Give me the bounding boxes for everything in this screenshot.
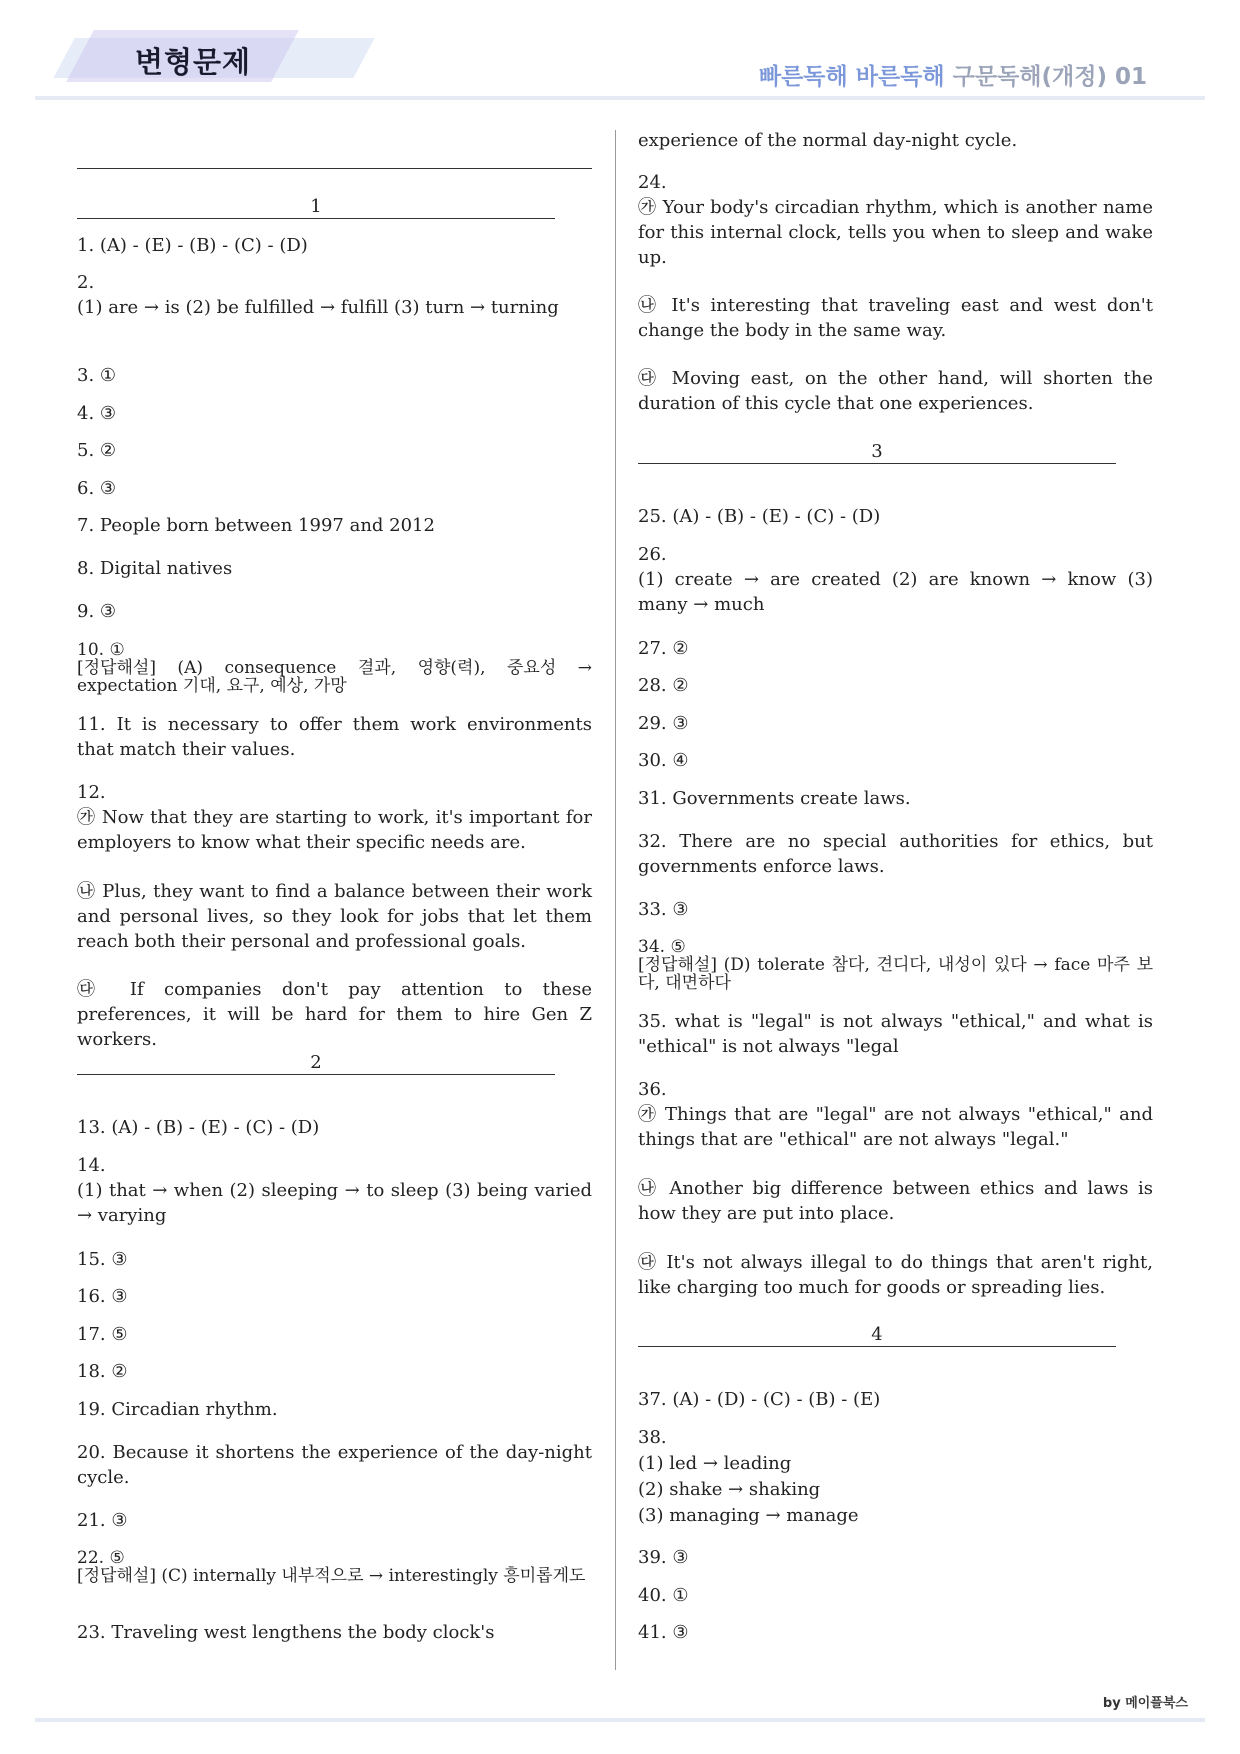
answer-2: (1) are → is (2) be fulfilled → fulfill (3) turn → turning	[77, 297, 559, 318]
answer-13: 13. (A) - (B) - (E) - (C) - (D)	[77, 1117, 320, 1138]
column-divider	[615, 130, 616, 1670]
answer-2-number: 2.	[77, 272, 95, 293]
answer-29: 29. ③	[638, 713, 689, 734]
answer-14: (1) that → when (2) sleeping → to sleep (3) being varied → varying	[77, 1180, 592, 1226]
answer-39: 39. ③	[638, 1547, 689, 1568]
section-header-4: 4	[638, 1324, 1116, 1347]
answer-33: 33. ③	[638, 899, 689, 920]
answer-12-number: 12.	[77, 782, 106, 803]
answer-18: 18. ②	[77, 1361, 128, 1382]
answer-24-number: 24.	[638, 172, 667, 193]
header-divider	[35, 96, 1205, 100]
answer-1: 1. (A) - (E) - (B) - (C) - (D)	[77, 235, 308, 256]
answer-36-c: ㉰ It's not always illegal to do things that aren't right, like charging too much for goods or spreading lies.	[638, 1252, 1153, 1298]
answer-7: 7. People born between 1997 and 2012	[77, 515, 435, 536]
answer-36-number: 36.	[638, 1079, 667, 1100]
answer-31: 31. Governments create laws.	[638, 788, 911, 809]
answer-36-b: ㉯ Another big difference between ethics and laws is how they are put into place.	[638, 1178, 1153, 1224]
section-header-3: 3	[638, 441, 1116, 464]
answer-38-2: (2) shake → shaking	[638, 1479, 821, 1500]
answer-20: 20. Because it shortens the experience of the day-night cycle.	[77, 1442, 592, 1488]
answer-10: 10. ①	[77, 640, 125, 660]
answer-37: 37. (A) - (D) - (C) - (B) - (E)	[638, 1389, 881, 1410]
answer-27: 27. ②	[638, 638, 689, 659]
answer-22: 22. ⑤	[77, 1548, 125, 1568]
answer-30: 30. ④	[638, 750, 689, 771]
answer-36-a: ㉮ Things that are "legal" are not always "ethical," and things that are "ethical" are not always "legal."	[638, 1104, 1153, 1150]
answer-22-explanation: [정답해설] (C) internally 내부적으로 → interestingly 흥미롭게도	[77, 1566, 586, 1586]
answer-34: 34. ⑤	[638, 937, 686, 957]
answer-41: 41. ③	[638, 1622, 689, 1643]
answer-14-number: 14.	[77, 1155, 106, 1176]
answer-10-explanation: [정답해설] (A) consequence 결과, 영향(력), 중요성 → expectation 기대, 요구, 예상, 가망	[77, 658, 592, 696]
header-badge-title: 변형문제	[135, 45, 252, 79]
footer-publisher: by 메이플북스	[1102, 1696, 1188, 1711]
answer-23: 23. Traveling west lengthens the body clock's	[77, 1622, 495, 1643]
answer-19: 19. Circadian rhythm.	[77, 1399, 278, 1420]
answer-16: 16. ③	[77, 1286, 128, 1307]
answer-4: 4. ③	[77, 403, 117, 424]
answer-12-c: ㉰ If companies don't pay attention to these preferences, it will be hard for them to hire Gen Z workers.	[77, 979, 592, 1050]
answer-32: 32. There are no special authorities for ethics, but governments enforce laws.	[638, 831, 1153, 877]
answer-3: 3. ①	[77, 365, 117, 386]
answer-11: 11. It is necessary to offer them work environments that match their values.	[77, 714, 592, 760]
answer-5: 5. ②	[77, 440, 117, 461]
answer-40: 40. ①	[638, 1585, 689, 1606]
answer-26-number: 26.	[638, 544, 667, 565]
answer-17: 17. ⑤	[77, 1324, 128, 1345]
answer-28: 28. ②	[638, 675, 689, 696]
answer-9: 9. ③	[77, 601, 117, 622]
section-header-2: 2	[77, 1052, 555, 1075]
answer-38-3: (3) managing → manage	[638, 1505, 859, 1526]
answer-26: (1) create → are created (2) are known → know (3) many → much	[638, 569, 1153, 615]
answer-38-number: 38.	[638, 1427, 667, 1448]
answer-24-a: ㉮ Your body's circadian rhythm, which is another name for this internal clock, tells you when to sleep and wake up.	[638, 197, 1153, 268]
answer-35: 35. what is "legal" is not always "ethical," and what is "ethical" is not always "legal	[638, 1011, 1153, 1057]
answer-15: 15. ③	[77, 1249, 128, 1270]
answer-21: 21. ③	[77, 1510, 128, 1531]
answer-38-1: (1) led → leading	[638, 1453, 792, 1474]
answer-24-b: ㉯ It's interesting that traveling east and west don't change the body in the same way.	[638, 295, 1153, 341]
answer-8: 8. Digital natives	[77, 558, 233, 579]
section-header-1: 1	[77, 196, 555, 219]
top-rule	[77, 168, 592, 169]
series-title-gray: 구문독해(개정) 01	[952, 64, 1147, 90]
answer-25: 25. (A) - (B) - (E) - (C) - (D)	[638, 506, 881, 527]
answer-24-c: ㉰ Moving east, on the other hand, will shorten the duration of this cycle that one experiences.	[638, 368, 1153, 414]
answer-34-explanation: [정답해설] (D) tolerate 참다, 견디다, 내성이 있다 → face 마주 보다, 대면하다	[638, 955, 1153, 993]
answer-23-continued: experience of the normal day-night cycle.	[638, 130, 1018, 151]
series-title-blue: 빠른독해 바른독해	[758, 64, 945, 90]
header-series-title	[759, 58, 1147, 91]
answer-6: 6. ③	[77, 478, 117, 499]
answer-12-a: ㉮ Now that they are starting to work, it's important for employers to know what their specific needs are.	[77, 807, 592, 853]
footer-divider	[35, 1718, 1205, 1722]
answer-12-b: ㉯ Plus, they want to find a balance between their work and personal lives, so they look for jobs that let them reach both their personal and professional goals.	[77, 881, 592, 952]
